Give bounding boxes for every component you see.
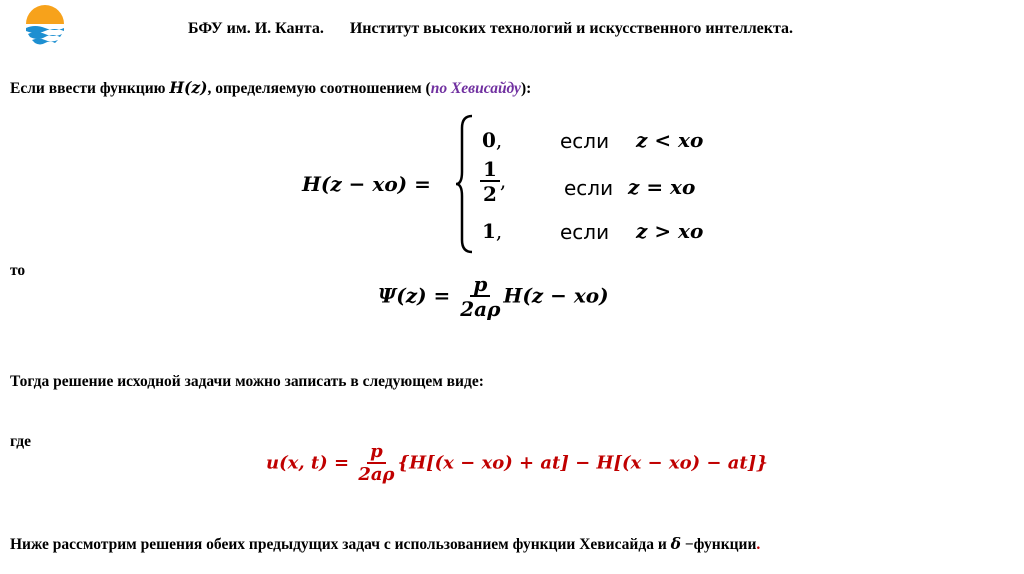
case-2-cond: z = xo — [628, 175, 696, 199]
intro-after: ): — [520, 80, 532, 97]
u-formula — [266, 442, 768, 485]
case-3-sep: , — [495, 219, 503, 243]
intro-middle: , определяемую соотношением ( — [207, 80, 431, 97]
psi-rhs: H(z − xo) — [503, 283, 609, 308]
to-label: то — [10, 262, 26, 279]
footer-dot: . — [756, 536, 761, 553]
university-logo — [22, 2, 68, 48]
case-2-fraction — [480, 158, 500, 206]
psi-den: 2aρ — [460, 297, 501, 321]
intro-func: H(z) — [169, 78, 208, 97]
case-2 — [480, 158, 506, 206]
case-1-value: 0 — [482, 128, 496, 152]
brace-icon — [454, 114, 476, 254]
u-fraction — [355, 442, 397, 485]
solution-text: Тогда решение исходной задачи можно записать в следующем виде: — [10, 373, 484, 390]
header-university: БФУ им. И. Канта. — [188, 20, 324, 37]
u-lhs: u(x, t) = — [266, 452, 350, 474]
intro-line — [10, 78, 531, 98]
case-1-cond: z < xo — [636, 128, 704, 152]
u-num: p — [367, 442, 386, 464]
u-rhs: {H[(x − xo) + at] − H[(x − xo) − at]} — [397, 452, 768, 474]
psi-formula — [378, 273, 609, 321]
case-1-sep: , — [495, 128, 503, 152]
case-2-num: 1 — [480, 158, 500, 182]
footer-delta: δ — [670, 534, 681, 553]
intro-before: Если ввести функцию — [10, 80, 170, 97]
heaviside-definition — [302, 112, 742, 257]
psi-num: p — [470, 273, 490, 297]
header-institute: Институт высоких технологий и искусственного интеллекта. — [349, 20, 794, 37]
psi-lhs: Ψ(z) = — [378, 283, 451, 308]
case-3 — [482, 219, 502, 243]
case-2-cond-word: если — [564, 176, 614, 200]
u-den: 2aρ — [358, 463, 395, 485]
header — [188, 20, 793, 38]
where-label: где — [10, 433, 31, 450]
heaviside-lhs: H(z − xo) = — [302, 172, 431, 196]
intro-link: по Хевисайду — [430, 80, 521, 97]
footer-text: Ниже рассмотрим решения обеих предыдущих задач с использованием функции Хевисайда и — [10, 536, 671, 553]
footer-line — [10, 534, 760, 554]
case-1-cond-word: если — [560, 129, 610, 153]
case-2-sep: , — [499, 168, 507, 193]
logo-icon — [22, 2, 68, 48]
case-3-cond: z > xo — [636, 219, 704, 243]
case-3-value: 1 — [482, 219, 496, 243]
case-1 — [482, 128, 502, 152]
footer-tail: −функции — [680, 536, 757, 553]
case-3-cond-word: если — [560, 220, 610, 244]
case-2-den: 2 — [483, 182, 497, 206]
psi-fraction — [457, 273, 503, 321]
